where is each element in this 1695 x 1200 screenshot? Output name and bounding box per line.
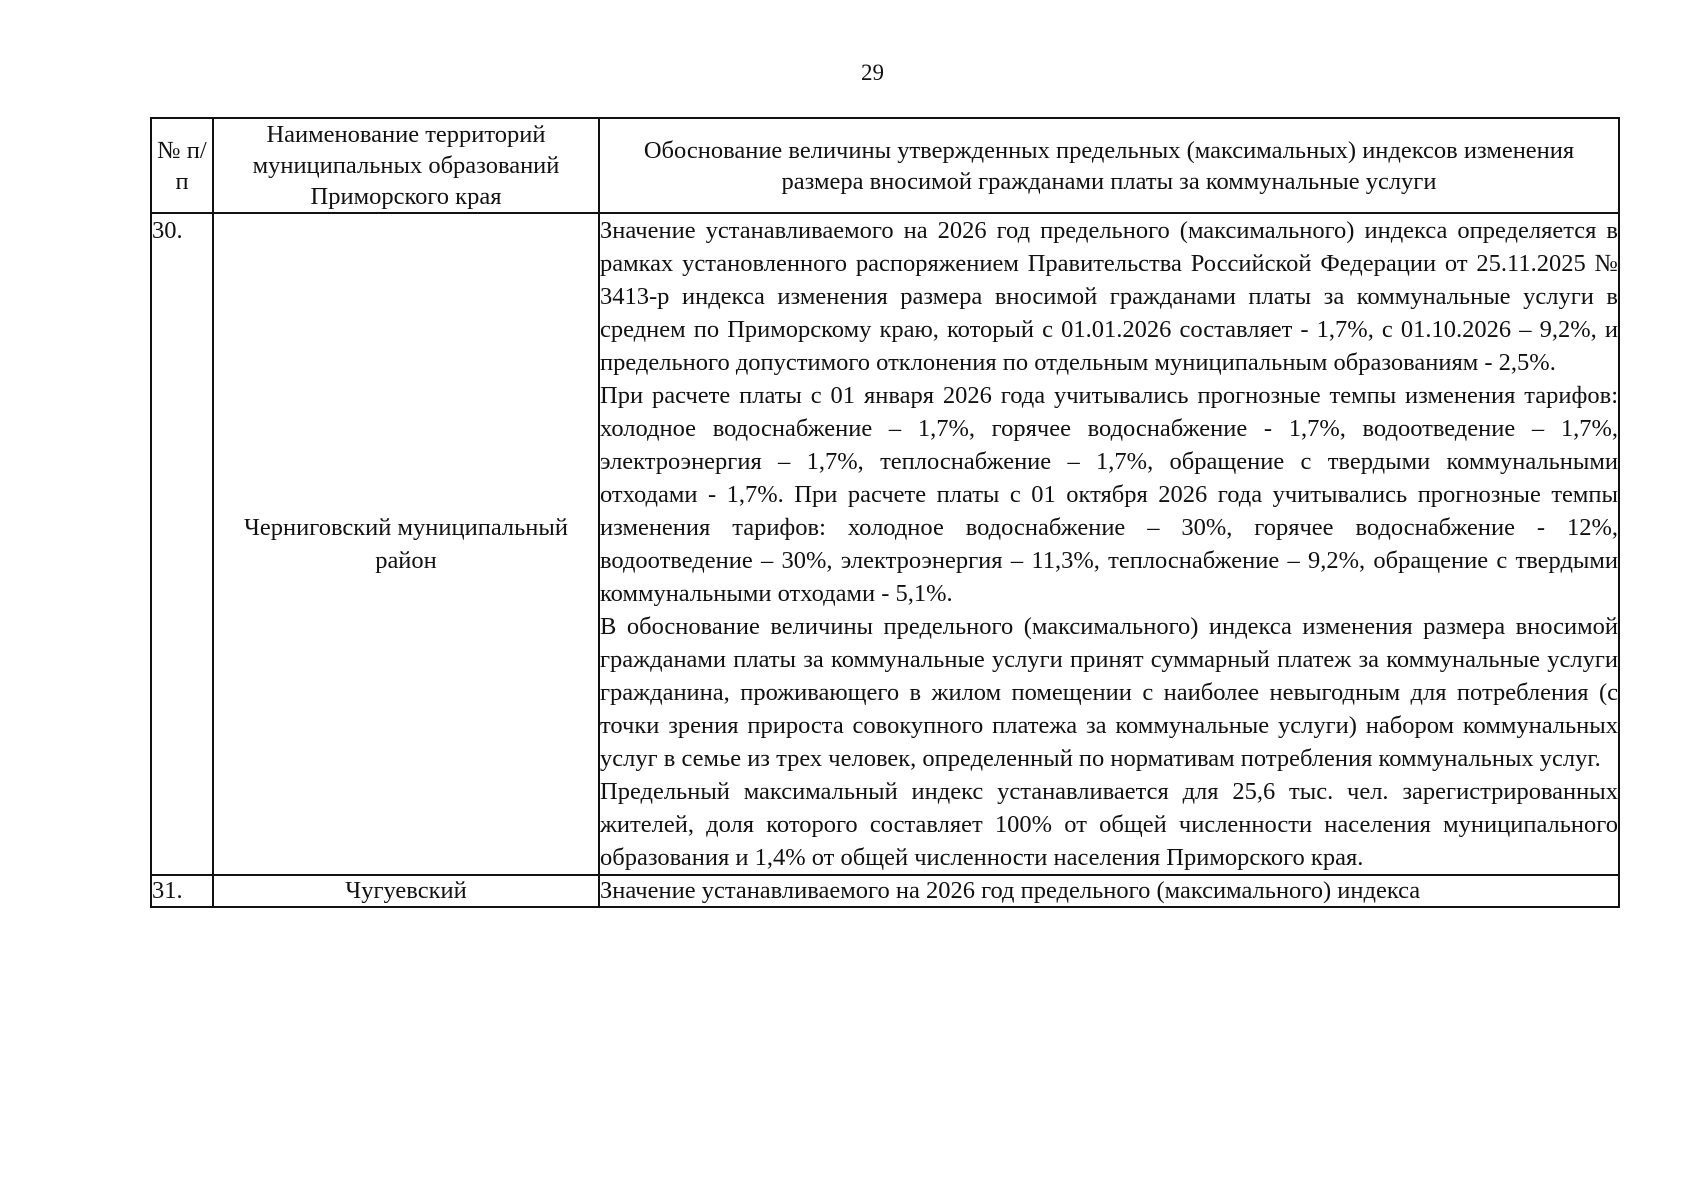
tariff-index-table [150, 117, 1620, 908]
row-number: 30. [151, 213, 213, 875]
row-number: 31. [151, 875, 213, 907]
header-num: № п/п [151, 118, 213, 213]
table-row [151, 875, 1619, 907]
page-number: 29 [861, 60, 884, 85]
territory-name: Чугуевский [213, 875, 599, 907]
table-header-row [151, 118, 1619, 213]
justification-paragraph: Значение устанавливаемого на 2026 год предельного (максимального) индекса [600, 877, 1421, 904]
justification-paragraph: При расчете платы с 01 января 2026 года учитывались прогнозные темпы изменения тарифов: холодное водоснабжение – 1,7%, горячее водоснабжение - 1,7%, водоотведение – 1,7%, электроэнергия – 1,7%, теплоснабжение – 1,7%, обращение с твердыми коммунальными отходами - 1,7%. При расчете платы с 01 октября 2026 года учитывались прогнозные темпы изменения тарифов: холодное водоснабжение – 30%, горячее водоснабжение - 12%, водоотведение – 30%, электроэнергия – 11,3%, теплоснабжение – 9,2%, обращение с твердыми коммунальными отходами - 5,1%. [600, 382, 1618, 607]
territory-name: Черниговский муниципальный район [213, 213, 599, 875]
table-row [151, 213, 1619, 875]
justification-paragraph: В обоснование величины предельного (максимального) индекса изменения размера вносимой гражданами платы за коммунальные услуги принят суммарный платеж за коммунальные услуги гражданина, проживающего в жилом помещении с наиболее невыгодным для потребления (с точки зрения прироста совокупного платежа за коммунальные услуги) набором коммунальных услуг в семье из трех человек, определенный по нормативам потребления коммунальных услуг. [600, 613, 1618, 772]
header-territory: Наименование территорий муниципальных образований Приморского края [213, 118, 599, 213]
justification-cell [599, 875, 1619, 907]
justification-paragraph: Предельный максимальный индекс устанавливается для 25,6 тыс. чел. зарегистрированных жителей, доля которого составляет 100% от общей численности населения муниципального образования и 1,4% от общей численности населения Приморского края. [600, 778, 1618, 871]
justification-cell [599, 213, 1619, 875]
header-justification: Обоснование величины утвержденных предельных (максимальных) индексов изменения размера вносимой гражданами платы за коммунальные услуги [599, 118, 1619, 213]
justification-paragraph: Значение устанавливаемого на 2026 год предельного (максимального) индекса определяется в рамках установленного распоряжением Правительства Российской Федерации от 25.11.2025 № 3413-р индекса изменения размера вносимой гражданами платы за коммунальные услуги в среднем по Приморскому краю, который с 01.01.2026 составляет - 1,7%, с 01.10.2026 – 9,2%, и предельного допустимого отклонения по отдельным муниципальным образованиям - 2,5%. [600, 217, 1618, 376]
